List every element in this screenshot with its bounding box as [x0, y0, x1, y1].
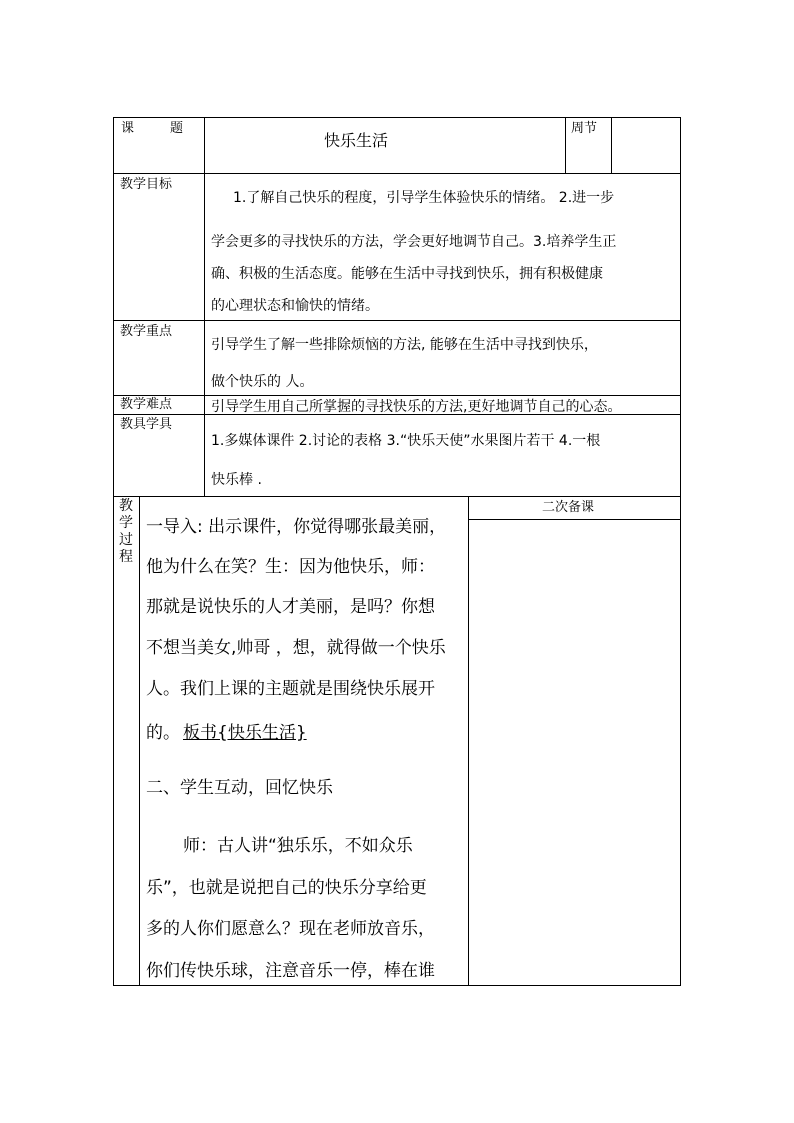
- second-prep-notes-area[interactable]: [469, 520, 680, 985]
- objectives-line-2: 学会更多的寻找快乐的方法，学会更好地调节自己。3.培养学生正: [211, 234, 617, 250]
- section2-line-2: 乐”，也就是说把自己的快乐分享给更: [146, 878, 427, 898]
- title-week-divider: [565, 117, 566, 174]
- second-prep-label: 二次备课: [542, 500, 595, 515]
- objectives-line-1: 1.了解自己快乐的程度，引导学生体验快乐的情绪。 2.进一步: [233, 190, 615, 206]
- process-line-4: 不想当美女,帅哥 ，想，就得做一个快乐: [146, 638, 446, 658]
- section2-title: 二、学生互动，回忆快乐: [146, 778, 333, 798]
- table-right-border: [680, 117, 681, 986]
- objectives-line-4: 的心理状态和愉快的情绪。: [211, 298, 379, 314]
- process-label-char-2: 学: [119, 515, 133, 531]
- process-label-char-1: 教: [119, 498, 133, 514]
- subject-label-first: 课: [121, 121, 135, 136]
- row-divider-objectives: [113, 320, 681, 321]
- board-note: 板书{快乐生活}: [183, 723, 307, 743]
- keypoints-line-2: 做个快乐的 人。: [211, 374, 314, 390]
- materials-line-2: 快乐棒 .: [211, 472, 262, 488]
- row-divider-header: [113, 173, 681, 174]
- section2-line-3: 多的人你们愿意么？现在老师放音乐，: [146, 919, 435, 939]
- subject-label-second: 题: [170, 121, 184, 136]
- process-label-divider: [139, 496, 140, 986]
- keypoints-label: 教学重点: [120, 324, 173, 339]
- section2-line-4: 你们传快乐球，注意音乐一停，棒在谁: [146, 961, 435, 981]
- objectives-line-3: 确、积极的生活态度。能够在生活中寻找到快乐，拥有积极健康: [211, 266, 603, 282]
- process-line-6: 的。: [146, 723, 180, 743]
- process-label-char-4: 程: [119, 549, 133, 565]
- label-column-divider: [204, 117, 205, 497]
- process-label-char-3: 过: [119, 532, 133, 548]
- process-line-3: 那就是说快乐的人才美丽，是吗？你想: [146, 597, 435, 617]
- section2-line-1: 师：古人讲“独乐乐，不如众乐: [183, 836, 413, 856]
- lesson-title: 快乐生活: [324, 131, 389, 150]
- week-value-cell[interactable]: [612, 118, 680, 173]
- materials-label: 教具学具: [120, 417, 173, 432]
- process-line-1: 一导入: 出示课件，你觉得哪张最美丽，: [146, 517, 447, 537]
- materials-line-1: 1.多媒体课件 2.讨论的表格 3.“快乐天使”水果图片若干 4.一根: [211, 433, 601, 449]
- table-left-border: [113, 117, 114, 986]
- difficulty-text: 引导学生用自己所掌握的寻找快乐的方法,更好地调节自己的心态。: [211, 399, 622, 415]
- difficulty-label: 教学难点: [120, 397, 173, 412]
- table-bottom-border: [113, 985, 681, 986]
- row-divider-materials: [113, 496, 681, 497]
- week-label: 周节: [571, 121, 598, 136]
- process-line-5: 人。我们上课的主题就是围绕快乐展开: [146, 679, 435, 699]
- keypoints-line-1: 引导学生了解一些排除烦恼的方法, 能够在生活中寻找到快乐，: [211, 337, 598, 353]
- objectives-label: 教学目标: [120, 177, 173, 192]
- process-line-2: 他为什么在笑？生：因为他快乐，师：: [146, 557, 435, 577]
- table-top-border: [113, 117, 681, 118]
